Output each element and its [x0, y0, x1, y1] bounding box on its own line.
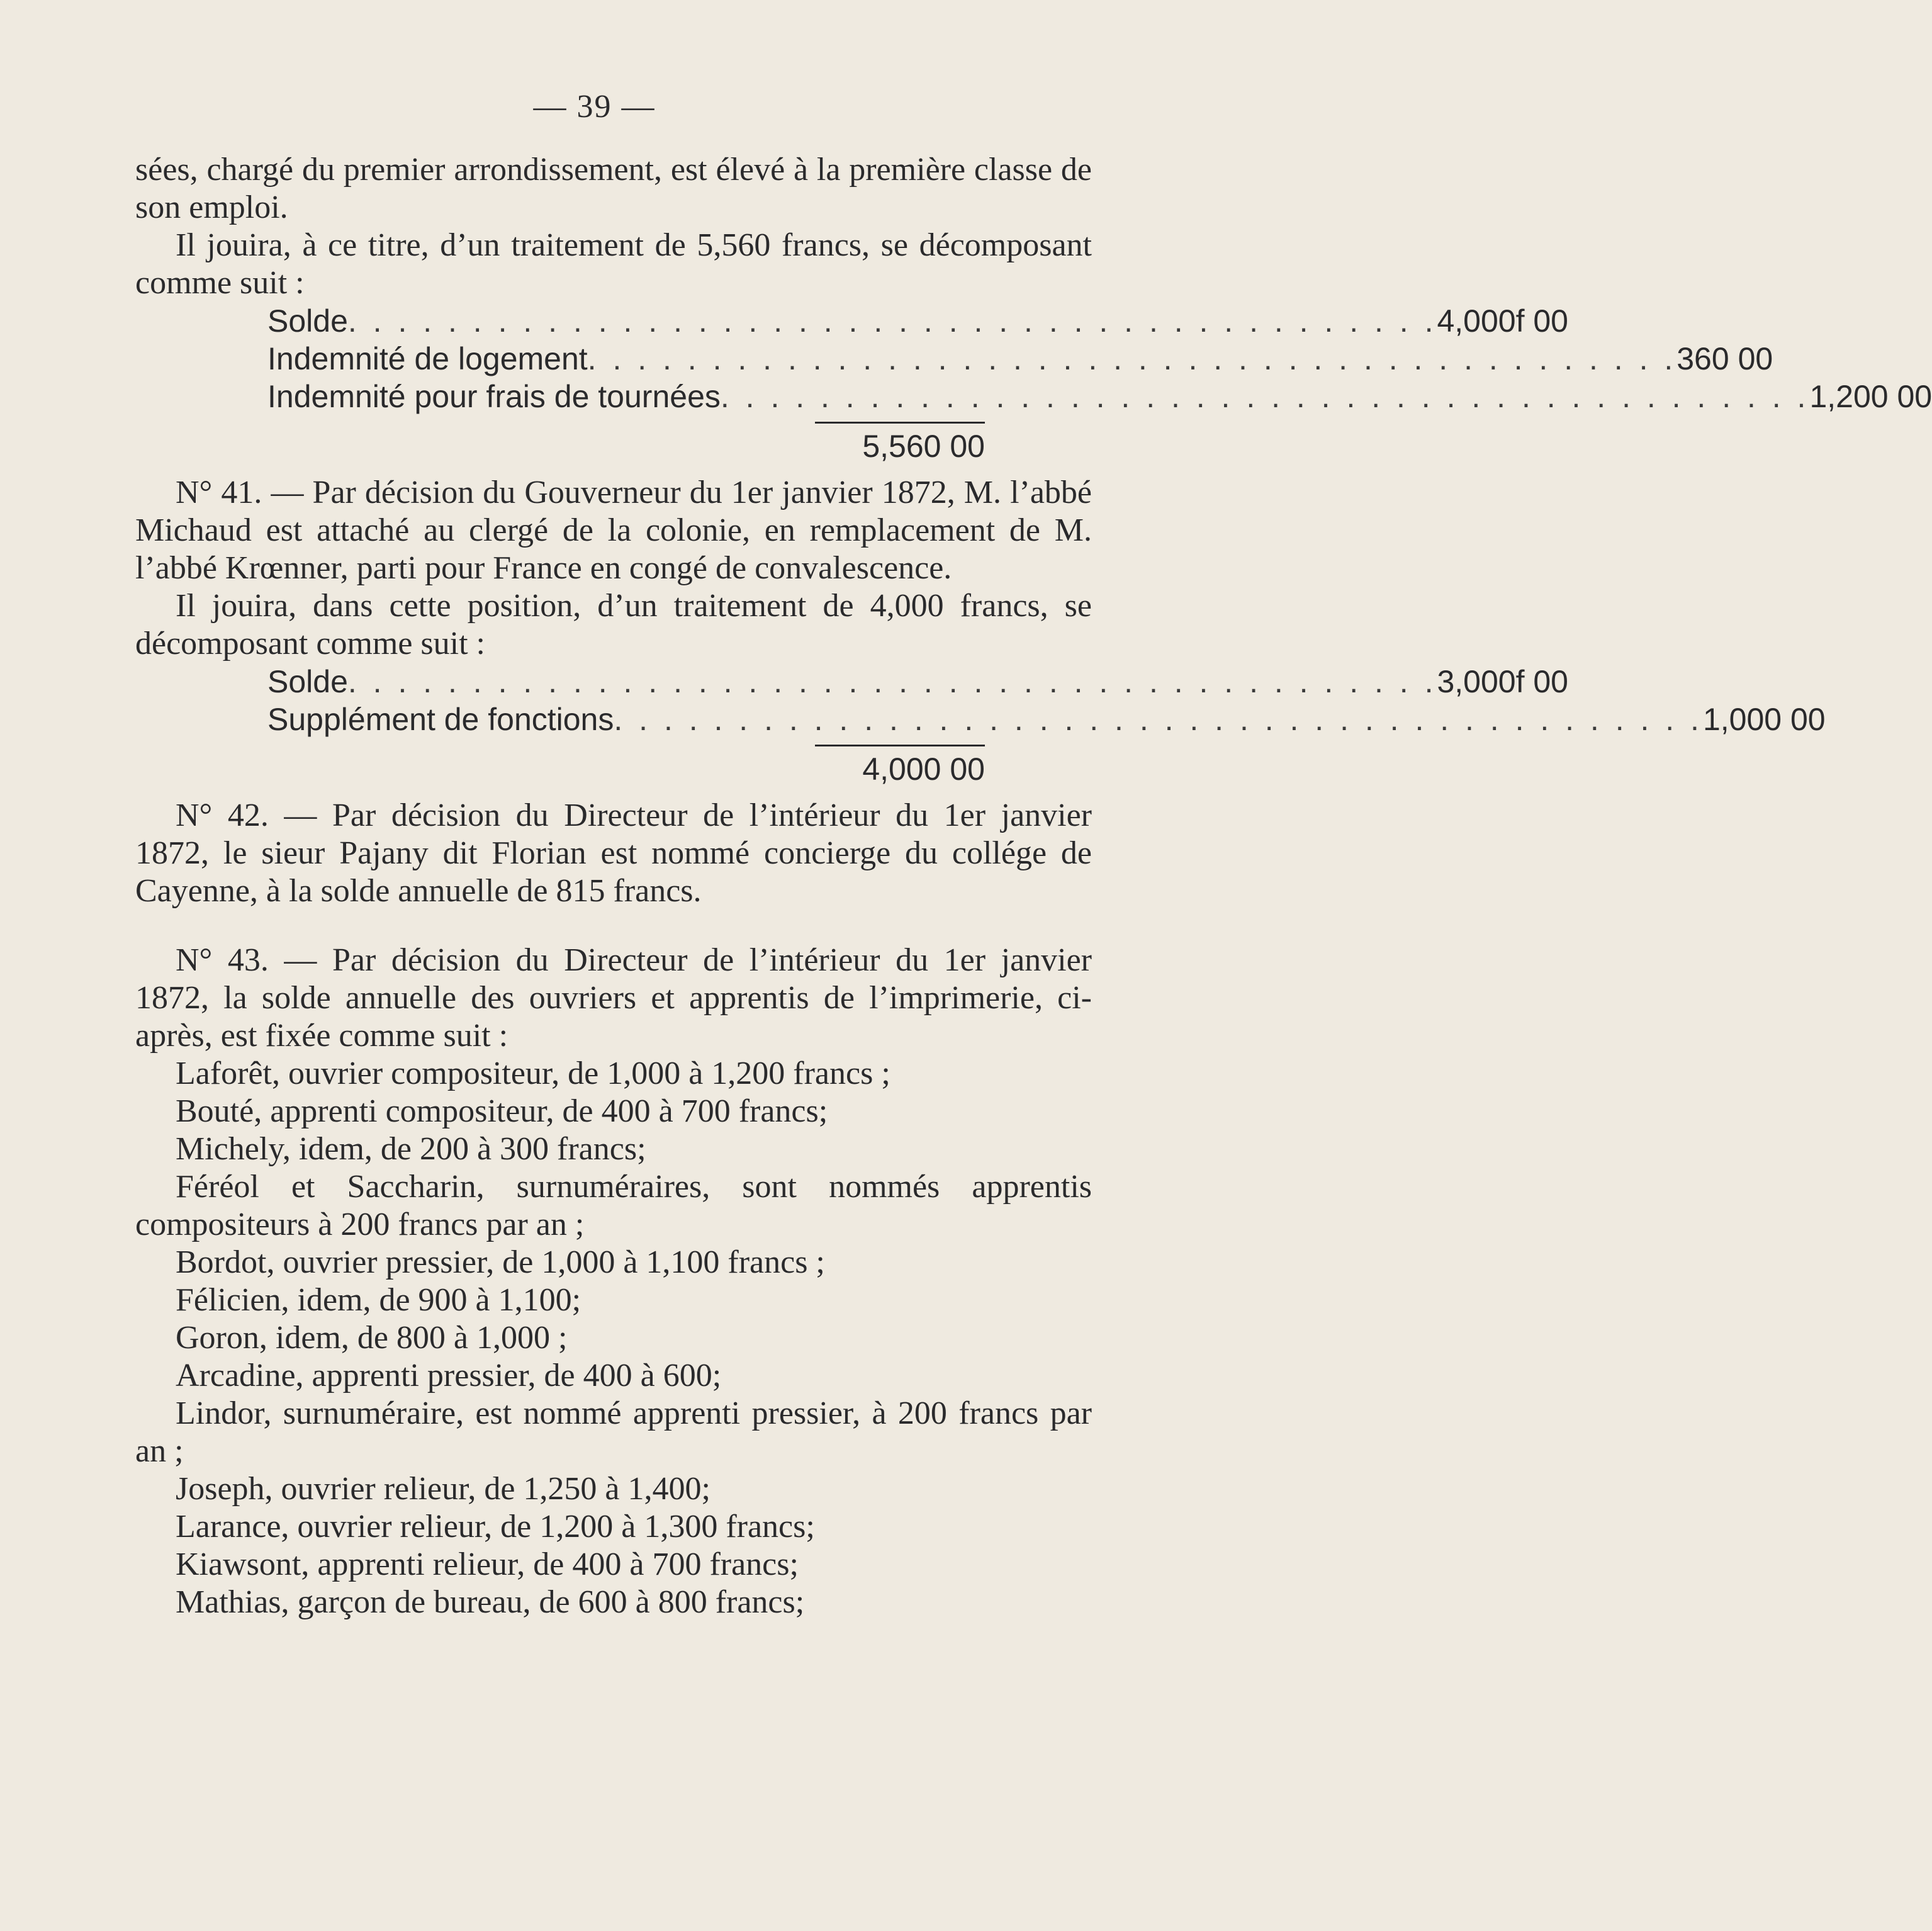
ledger-total: 4,000 00 [862, 752, 985, 787]
paragraph-n43: N° 43. — Par décision du Directeur de l’intérieur du 1er janvier 1872, la solde annuelle des ouvriers et apprentis de l’imprimerie, ci-après, est fixée comme suit : [135, 942, 1092, 1054]
ledger-row: Supplément de fonctions . . . . . . . . . . . . . . . . . . . . . . . . . . . . . . . . . . . . . . . . . . . . 1,000 00 [267, 702, 1826, 737]
list-item: Michely, idem, de 200 à 300 francs; [176, 1131, 646, 1167]
ledger-label: Indemnité pour frais de tournées [267, 379, 721, 414]
list-item: Bouté, apprenti compositeur, de 400 à 700 francs; [176, 1093, 828, 1129]
ledger-amount: 1,200 00 [1809, 379, 1932, 414]
ledger-row: Solde . . . . . . . . . . . . . . . . . . . . . . . . . . . . . . . . . . . . . . . . . . . . 4,000f 00 [267, 303, 1568, 339]
salary-ledger-1 [267, 302, 1932, 465]
paragraph-continuation: sées, chargé du premier arrondissement, est élevé à la première classe de son emploi. [135, 152, 1092, 225]
page-number: — 39 — [533, 89, 656, 125]
list-item: Laforêt, ouvrier compositeur, de 1,000 à 1,200 francs ; [176, 1056, 890, 1091]
ledger-row: Indemnité de logement . . . . . . . . . . . . . . . . . . . . . . . . . . . . . . . . . . . . . . . . . . . . 360 00 [267, 341, 1773, 376]
list-item: Féréol et Saccharin, surnuméraires, sont nommés apprentis compositeurs à 200 francs par an ; [135, 1169, 1092, 1242]
ledger-row: Solde . . . . . . . . . . . . . . . . . . . . . . . . . . . . . . . . . . . . . . . . . . . . 3,000f 00 [267, 664, 1568, 699]
list-item: Lindor, surnuméraire, est nommé apprenti pressier, à 200 francs par an ; [135, 1395, 1092, 1469]
ledger-sum-rule [815, 745, 985, 746]
list-item: Kiawsont, apprenti relieur, de 400 à 700 francs; [176, 1546, 799, 1582]
list-item: Bordot, ouvrier pressier, de 1,000 à 1,100 francs ; [176, 1244, 825, 1280]
ledger-label: Indemnité de logement [267, 341, 588, 376]
list-item: Larance, ouvrier relieur, de 1,200 à 1,300 francs; [176, 1509, 815, 1545]
list-item: Joseph, ouvrier relieur, de 1,250 à 1,400; [176, 1471, 710, 1507]
ledger-label: Supplément de fonctions [267, 702, 614, 737]
ledger-sum-rule [815, 422, 985, 424]
list-item: Mathias, garçon de bureau, de 600 à 800 francs; [176, 1584, 805, 1620]
list-item: Arcadine, apprenti pressier, de 400 à 600; [176, 1358, 722, 1393]
body-text [135, 151, 1932, 1621]
ledger-label: Solde [267, 303, 348, 339]
list-item: Goron, idem, de 800 à 1,000 ; [176, 1320, 568, 1356]
salary-ledger-2 [267, 663, 1826, 788]
ledger-amount: 4,000f 00 [1437, 303, 1568, 339]
ledger-row: Indemnité pour frais de tournées . . . . . . . . . . . . . . . . . . . . . . . . . . . . . . . . . . . . . . . . . . . . 1,200 00 [267, 379, 1932, 414]
paragraph-n41-salary: Il jouira, dans cette position, d’un traitement de 4,000 francs, se décomposant comme suit : [135, 588, 1092, 661]
paragraph-n42: N° 42. — Par décision du Directeur de l’intérieur du 1er janvier 1872, le sieur Pajany dit Florian est nommé concierge du collége de Cayenne, à la solde annuelle de 815 francs. [135, 797, 1092, 909]
paragraph-n41: N° 41. — Par décision du Gouverneur du 1er janvier 1872, M. l’abbé Michaud est attaché au clergé de la colonie, en remplacement de M. l’abbé Krœnner, parti pour France en congé de convalescence. [135, 475, 1092, 586]
ledger-amount: 3,000f 00 [1437, 664, 1568, 699]
paragraph-salary-intro: Il jouira, à ce titre, d’un traitement de 5,560 francs, se décomposant comme suit : [135, 227, 1092, 301]
ledger-label: Solde [267, 664, 348, 699]
ledger-total: 5,560 00 [862, 429, 985, 464]
ledger-amount: 360 00 [1676, 341, 1773, 376]
list-item: Félicien, idem, de 900 à 1,100; [176, 1282, 581, 1318]
ledger-amount: 1,000 00 [1702, 702, 1826, 737]
